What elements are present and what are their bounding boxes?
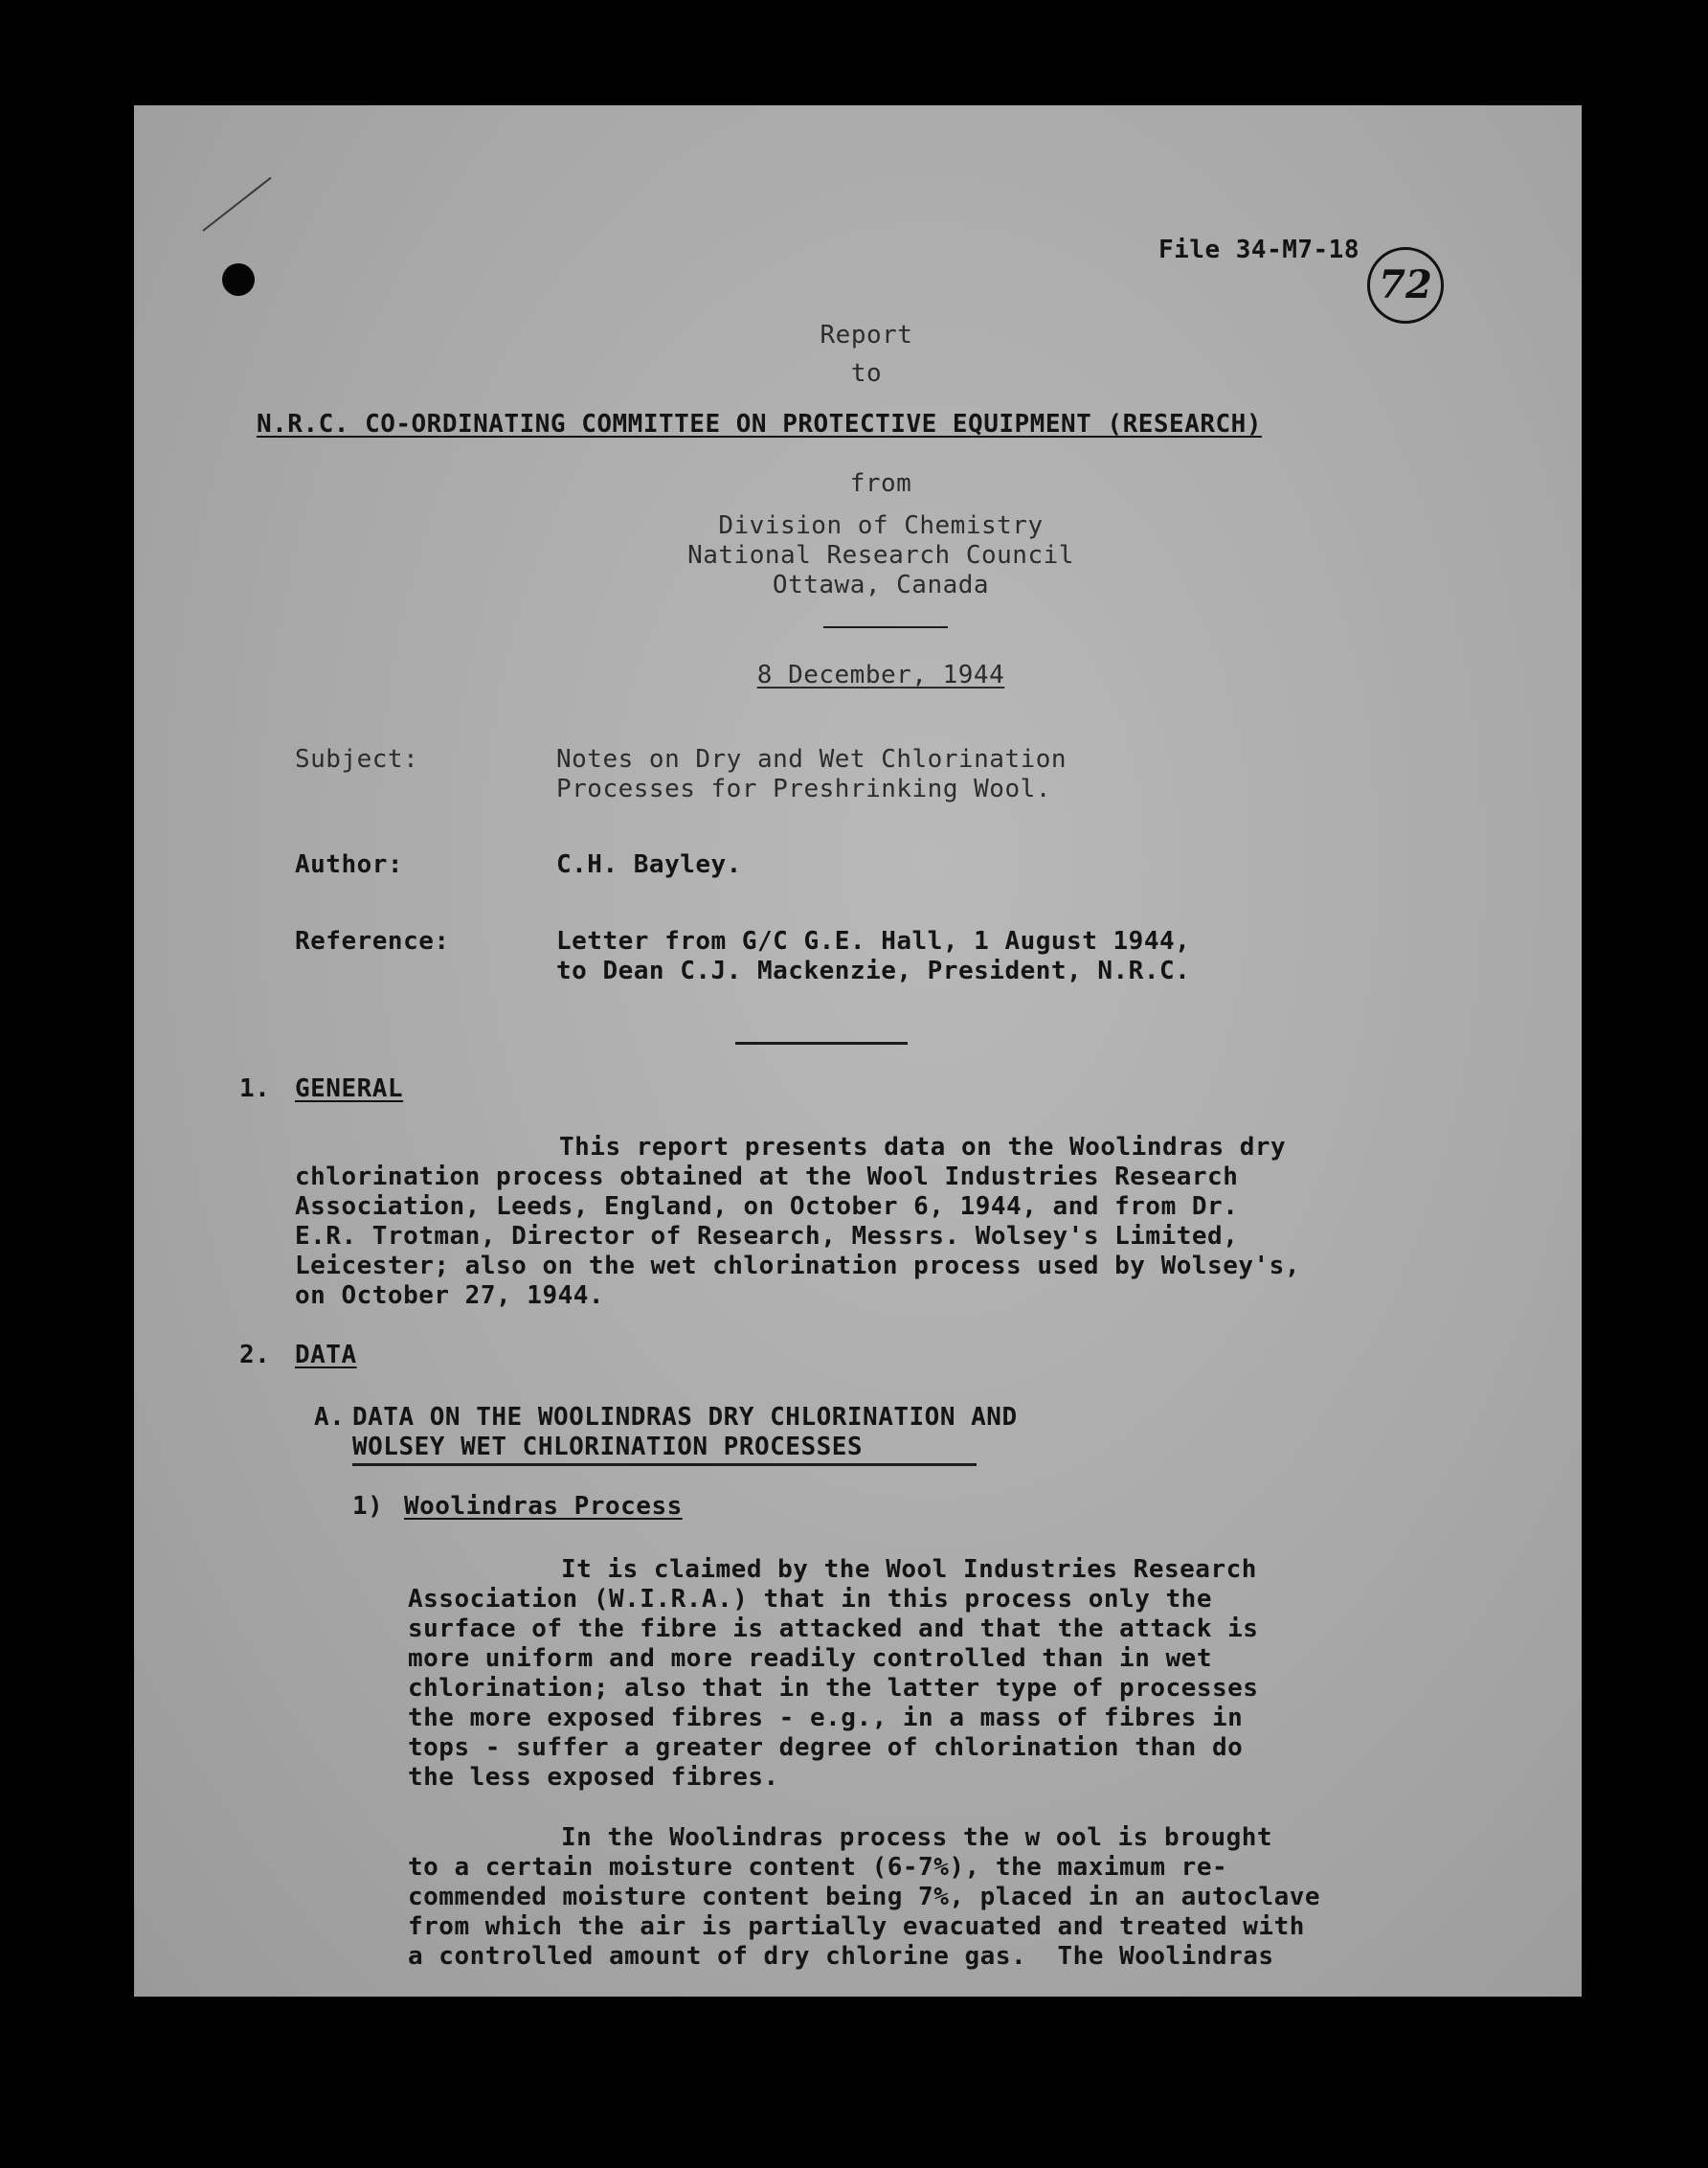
section-2-title: DATA <box>295 1341 357 1369</box>
paragraph-line: chlorination process obtained at the Wool Industries Research <box>295 1163 1239 1191</box>
section-1-title: GENERAL <box>295 1074 404 1103</box>
paragraph-line: the less exposed fibres. <box>408 1763 779 1792</box>
paragraph-line: It is claimed by the Wool Industries Research <box>561 1555 1257 1584</box>
paragraph-line: commended moisture content being 7%, placed in an autoclave <box>408 1883 1321 1911</box>
paragraph-line: a controlled amount of dry chlorine gas. The Woolindras <box>408 1942 1274 1971</box>
report-date: 8 December, 1944 <box>756 661 1005 689</box>
paragraph-line: Association (W.I.R.A.) that in this process only the <box>408 1585 1212 1614</box>
paragraph-line: E.R. Trotman, Director of Research, Messrs. Wolsey's Limited, <box>295 1222 1239 1251</box>
paragraph-line: the more exposed fibres - e.g., in a mass of fibres in <box>408 1704 1244 1732</box>
reference-label: Reference: <box>295 927 450 956</box>
paragraph-line: on October 27, 1944. <box>295 1281 605 1310</box>
scan-scratch <box>202 177 271 232</box>
page-number-circle <box>1367 247 1444 324</box>
subsection-a-line-1: DATA ON THE WOOLINDRAS DRY CHLORINATION AND <box>352 1403 1018 1432</box>
report-label: Report <box>820 321 913 350</box>
to-label: to <box>850 359 883 388</box>
subsection-1-label: 1) <box>352 1492 384 1521</box>
committee-title: N.R.C. CO-ORDINATING COMMITTEE ON PROTECTIVE EQUIPMENT (RESEARCH) <box>257 410 1262 439</box>
meta-divider <box>735 1042 908 1045</box>
from-label: from <box>849 469 912 498</box>
file-number: File 34-M7-18 <box>1158 236 1360 264</box>
page-number: 72 <box>1379 262 1432 307</box>
subsection-1-title: Woolindras Process <box>404 1492 683 1521</box>
subsection-a-underline <box>352 1463 977 1466</box>
subsection-a-label: A. <box>314 1403 346 1432</box>
paragraph-line: to a certain moisture content (6-7%), the maximum re- <box>408 1853 1228 1882</box>
section-1-number: 1. <box>239 1074 271 1103</box>
document-page <box>134 105 1582 1997</box>
header-divider <box>823 626 948 628</box>
paragraph-line: surface of the fibre is attacked and that the attack is <box>408 1615 1259 1643</box>
subject-line-1: Notes on Dry and Wet Chlorination <box>556 745 1068 774</box>
author-name: C.H. Bayley. <box>556 850 742 879</box>
paragraph-line: more uniform and more readily controlled than in wet <box>408 1644 1212 1673</box>
org-division: Division of Chemistry <box>718 511 1044 540</box>
paragraph-line: chlorination; also that in the latter type of processes <box>408 1674 1259 1703</box>
subject-line-2: Processes for Preshrinking Wool. <box>556 775 1051 803</box>
reference-line-2: to Dean C.J. Mackenzie, President, N.R.C. <box>556 957 1191 985</box>
subject-label: Subject: <box>295 745 419 774</box>
org-council: National Research Council <box>687 541 1074 570</box>
subsection-a-line-2: WOLSEY WET CHLORINATION PROCESSES <box>352 1433 864 1461</box>
paragraph-line: from which the air is partially evacuated and treated with <box>408 1912 1305 1941</box>
paragraph-line: Association, Leeds, England, on October 6, 1944, and from Dr. <box>295 1192 1239 1221</box>
punch-hole <box>222 263 255 296</box>
org-location: Ottawa, Canada <box>772 571 990 599</box>
paragraph-line: In the Woolindras process the w ool is brought <box>561 1823 1273 1852</box>
author-label: Author: <box>295 850 404 879</box>
reference-line-1: Letter from G/C G.E. Hall, 1 August 1944, <box>556 927 1191 956</box>
paragraph-line: tops - suffer a greater degree of chlorination than do <box>408 1733 1244 1762</box>
section-2-number: 2. <box>239 1341 271 1369</box>
paragraph-line: Leicester; also on the wet chlorination process used by Wolsey's, <box>295 1252 1300 1280</box>
paragraph-line: This report presents data on the Woolindras dry <box>559 1133 1287 1162</box>
